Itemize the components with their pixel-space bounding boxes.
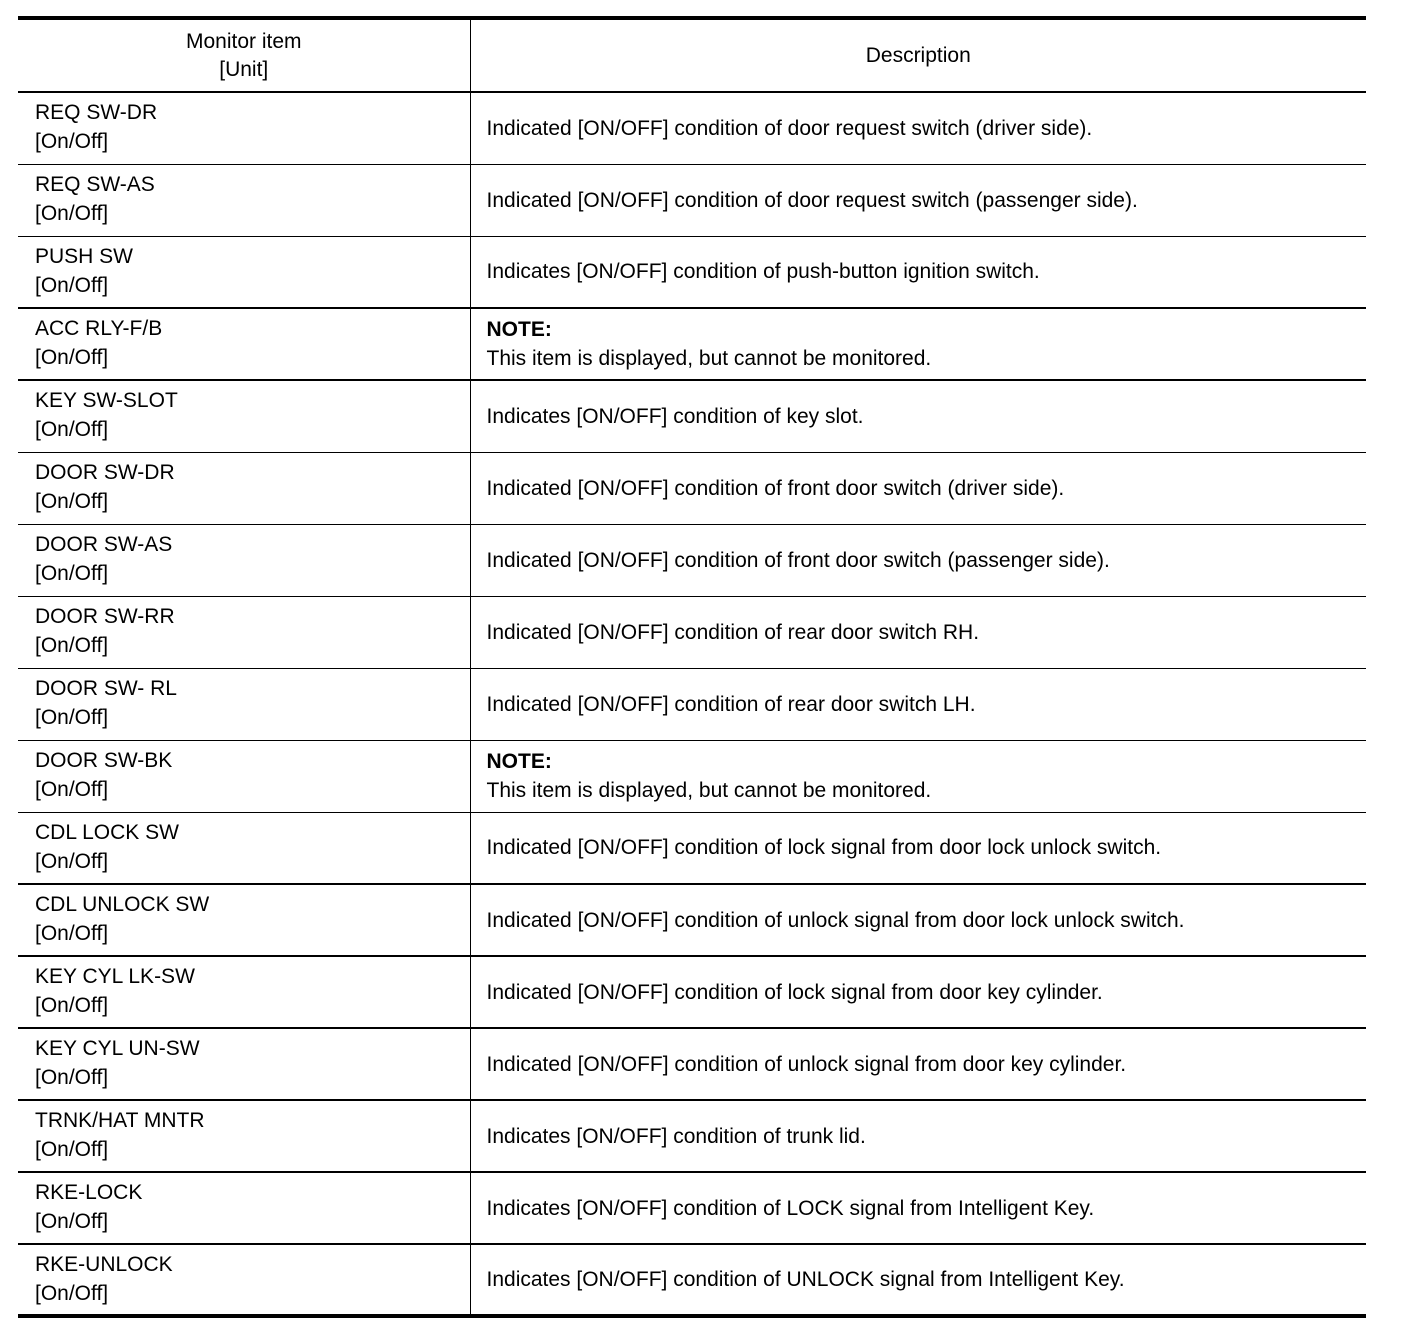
monitor-item-name: REQ SW-DR xyxy=(35,101,158,124)
monitor-item-unit: [On/Off] xyxy=(35,777,109,801)
description-cell xyxy=(470,308,1366,380)
monitor-item-cell xyxy=(18,668,470,740)
table-row xyxy=(18,92,1366,164)
monitor-item-unit: [On/Off] xyxy=(35,994,109,1017)
monitor-item-name: REQ SW-AS xyxy=(35,172,155,196)
description-cell: Indicated [ON/OFF] condition of door request switch (passenger side). xyxy=(470,164,1366,236)
monitor-item-name: DOOR SW- RL xyxy=(35,676,177,700)
description-cell: Indicated [ON/OFF] condition of unlock signal from door key cylinder. xyxy=(470,1028,1366,1100)
note-text: This item is displayed, but cannot be monitored. xyxy=(486,347,932,370)
monitor-item-cell xyxy=(18,380,470,452)
monitor-item-name: KEY CYL LK-SW xyxy=(35,965,195,988)
monitor-item-unit: [On/Off] xyxy=(35,130,109,153)
monitor-item-unit: [On/Off] xyxy=(35,489,109,513)
monitor-item-cell xyxy=(18,1172,470,1244)
header-monitor-item xyxy=(18,18,470,92)
table-row xyxy=(18,596,1366,668)
table-row xyxy=(18,1172,1366,1244)
header-description: Description xyxy=(470,18,1366,92)
monitor-item-cell xyxy=(18,596,470,668)
monitor-item-name: CDL UNLOCK SW xyxy=(35,893,210,916)
monitor-item-unit: [On/Off] xyxy=(35,1138,109,1161)
monitor-item-cell xyxy=(18,92,470,164)
table-row xyxy=(18,956,1366,1028)
header-row xyxy=(18,18,1366,92)
header-monitor-item-label: Monitor item xyxy=(185,29,302,53)
table-row xyxy=(18,884,1366,956)
table-header xyxy=(18,18,1366,92)
monitor-item-unit: [On/Off] xyxy=(35,705,109,729)
note-label: NOTE: xyxy=(486,318,552,341)
table-row xyxy=(18,740,1366,812)
monitor-item-cell xyxy=(18,236,470,308)
description-cell: Indicates [ON/OFF] condition of trunk lid. xyxy=(470,1100,1366,1172)
monitor-item-unit: [On/Off] xyxy=(35,633,109,657)
monitor-item-name: RKE-UNLOCK xyxy=(35,1253,173,1276)
description-cell: Indicates [ON/OFF] condition of push-button ignition switch. xyxy=(470,236,1366,308)
table-row xyxy=(18,812,1366,884)
monitor-item-unit: [On/Off] xyxy=(35,1066,109,1089)
monitor-item-unit: [On/Off] xyxy=(35,1210,109,1233)
monitor-item-name: DOOR SW-RR xyxy=(35,604,175,628)
monitor-item-unit: [On/Off] xyxy=(35,561,109,585)
monitor-item-unit: [On/Off] xyxy=(35,849,109,873)
monitor-item-unit: [On/Off] xyxy=(35,418,109,441)
table-row xyxy=(18,380,1366,452)
monitor-item-unit: [On/Off] xyxy=(35,922,109,945)
monitor-item-cell xyxy=(18,812,470,884)
monitor-item-name: PUSH SW xyxy=(35,244,134,268)
description-cell: Indicated [ON/OFF] condition of lock signal from door key cylinder. xyxy=(470,956,1366,1028)
monitor-item-unit: [On/Off] xyxy=(35,1282,109,1305)
monitor-item-cell xyxy=(18,524,470,596)
monitor-item-cell xyxy=(18,164,470,236)
monitor-item-cell xyxy=(18,740,470,812)
table-row xyxy=(18,1028,1366,1100)
monitor-item-name: KEY CYL UN-SW xyxy=(35,1037,200,1060)
table-row xyxy=(18,1244,1366,1316)
monitor-item-cell xyxy=(18,1244,470,1316)
description-cell: Indicated [ON/OFF] condition of front door switch (passenger side). xyxy=(470,524,1366,596)
description-cell: Indicated [ON/OFF] condition of unlock signal from door lock unlock switch. xyxy=(470,884,1366,956)
monitor-item-unit: [On/Off] xyxy=(35,346,109,369)
description-cell: Indicates [ON/OFF] condition of UNLOCK signal from Intelligent Key. xyxy=(470,1244,1366,1316)
description-cell xyxy=(470,740,1366,812)
monitor-item-name: TRNK/HAT MNTR xyxy=(35,1109,205,1132)
description-cell: Indicates [ON/OFF] condition of LOCK signal from Intelligent Key. xyxy=(470,1172,1366,1244)
monitor-item-cell xyxy=(18,956,470,1028)
monitor-item-name: KEY SW-SLOT xyxy=(35,389,178,412)
description-cell: Indicated [ON/OFF] condition of door request switch (driver side). xyxy=(470,92,1366,164)
note-label: NOTE: xyxy=(486,750,552,773)
monitor-item-name: DOOR SW-BK xyxy=(35,748,173,772)
table-row xyxy=(18,452,1366,524)
monitor-item-unit: [On/Off] xyxy=(35,273,109,297)
monitor-item-cell xyxy=(18,452,470,524)
description-cell: Indicated [ON/OFF] condition of rear door switch LH. xyxy=(470,668,1366,740)
monitor-item-cell xyxy=(18,1100,470,1172)
table-row xyxy=(18,308,1366,380)
table-row xyxy=(18,236,1366,308)
monitor-item-name: ACC RLY-F/B xyxy=(35,317,163,340)
table-row xyxy=(18,524,1366,596)
description-cell: Indicated [ON/OFF] condition of front door switch (driver side). xyxy=(470,452,1366,524)
description-cell: Indicated [ON/OFF] condition of lock signal from door lock unlock switch. xyxy=(470,812,1366,884)
monitor-item-name: CDL LOCK SW xyxy=(35,820,179,844)
header-unit-label: [Unit] xyxy=(219,57,269,81)
table-row xyxy=(18,668,1366,740)
monitor-item-cell xyxy=(18,1028,470,1100)
table-row xyxy=(18,164,1366,236)
monitor-item-table-container xyxy=(18,16,1366,1318)
table-body xyxy=(18,92,1366,1316)
monitor-item-cell xyxy=(18,884,470,956)
monitor-item-table xyxy=(18,16,1366,1318)
monitor-item-unit: [On/Off] xyxy=(35,201,109,225)
monitor-item-name: DOOR SW-AS xyxy=(35,532,173,556)
table-row xyxy=(18,1100,1366,1172)
monitor-item-name: DOOR SW-DR xyxy=(35,460,175,484)
note-text: This item is displayed, but cannot be monitored. xyxy=(486,779,932,802)
monitor-item-cell xyxy=(18,308,470,380)
description-cell: Indicated [ON/OFF] condition of rear door switch RH. xyxy=(470,596,1366,668)
monitor-item-name: RKE-LOCK xyxy=(35,1181,143,1204)
description-cell: Indicates [ON/OFF] condition of key slot. xyxy=(470,380,1366,452)
